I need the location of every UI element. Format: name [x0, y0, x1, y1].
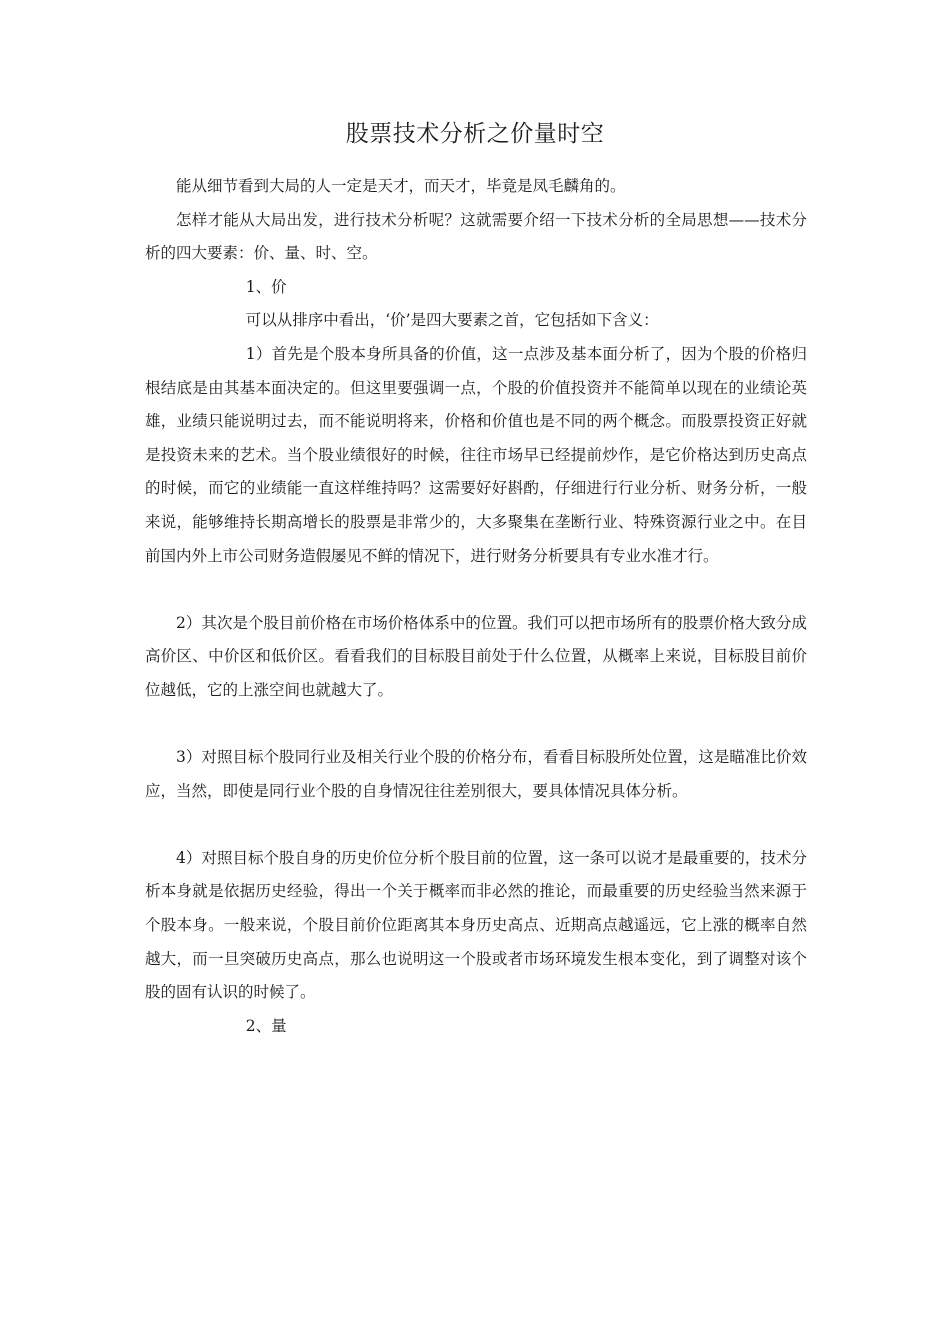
section-heading-price: 1、价	[245, 277, 287, 296]
paragraph-gap	[145, 708, 807, 742]
paragraph-question: 怎样才能从大局出发，进行技术分析呢？这就需要介绍一下技术分析的全局思想——技术分析的四大要素：价、量、时、空。	[145, 210, 807, 263]
document-body	[145, 170, 807, 1043]
paragraph-point-2: 2）其次是个股目前价格在市场价格体系中的位置。我们可以把市场所有的股票价格大致分成高价区、中价区和低价区。看看我们的目标股目前处于什么位置，从概率上来说，目标股目前价位越低，它的上涨空间也就越大了。	[145, 613, 807, 699]
paragraph-point-3: 3）对照目标个股同行业及相关行业个股的价格分布，看看目标股所处位置，这是瞄准比价效应，当然，即使是同行业个股的自身情况往往差别很大，要具体情况具体分析。	[145, 748, 807, 800]
paragraph-price-intro: 可以从排序中看出，‘价’是四大要素之首，它包括如下含义：	[245, 311, 659, 330]
paragraph-intro: 能从细节看到大局的人一定是天才，而天才，毕竟是凤毛麟角的。	[176, 177, 626, 195]
paragraph-gap	[145, 573, 807, 607]
paragraph-point-4: 4）对照目标个股自身的历史价位分析个股目前的位置，这一条可以说才是最重要的，技术分析本身就是依据历史经验，得出一个关于概率而非必然的推论，而最重要的历史经验当然来源于个股本身。一般来说，个股目前价位距离其本身历史高点、近期高点越遥远，它上涨的概率自然越大，而一旦突破历史高点，那么也说明这一个股或者市场环境发生根本变化，到了调整对该个股的固有认识的时候了。	[145, 848, 807, 1002]
paragraph-point-1: 1）首先是个股本身所具备的价值，这一点涉及基本面分析了，因为个股的价格归根结底是由其基本面决定的。但这里要强调一点，个股的价值投资并不能简单以现在的业绩论英雄，业绩只能说明过去，而不能说明将来，价格和价值也是不同的两个概念。而股票投资正好就是投资未来的艺术。当个股业绩很好的时候，往往市场早已经提前炒作，是它价格达到历史高点的时候，而它的业绩能一直这样维持吗？这需要好好斟酌，仔细进行行业分析、财务分析，一般来说，能够维持长期高增长的股票是非常少的，大多聚集在垄断行业、特殊资源行业之中。在目前国内外上市公司财务造假屡见不鲜的情况下，进行财务分析要具有专业水准才行。	[145, 344, 807, 565]
section-heading-volume: 2、量	[245, 1016, 287, 1035]
paragraph-gap	[145, 808, 807, 842]
document-title: 股票技术分析之价量时空	[345, 121, 605, 147]
